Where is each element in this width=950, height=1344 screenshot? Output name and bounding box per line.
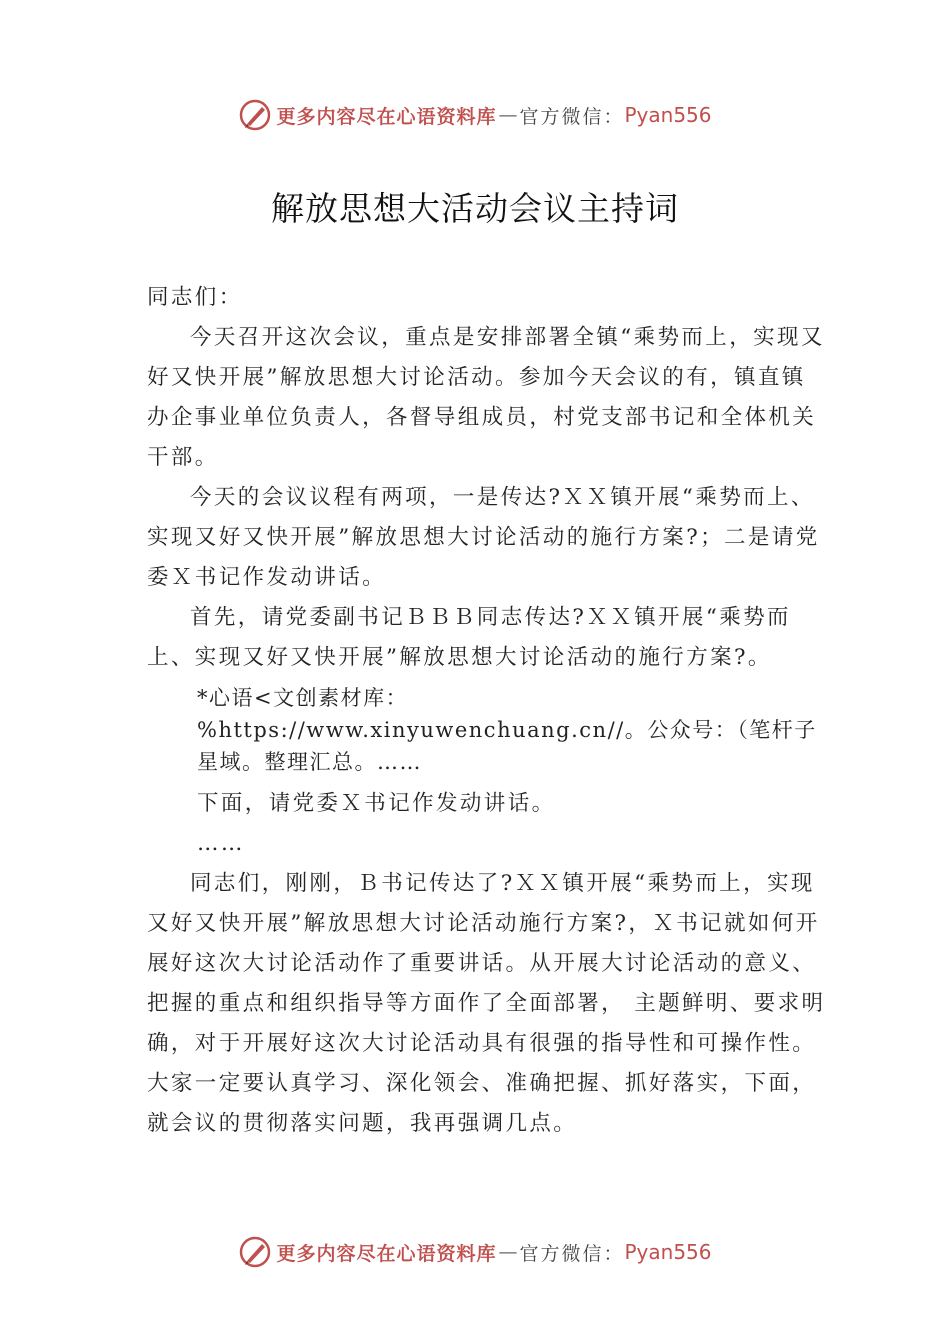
paragraph: 今天的会议议程有两项，一是传达?ＸＸ镇开展“乘势而上、实现又好又快开展”解放思想大讨论活动的施行方案?；二是请党委Ｘ书记作发动讲话。 bbox=[147, 485, 820, 590]
header-banner bbox=[0, 95, 950, 135]
salutation: 同志们： bbox=[147, 285, 243, 310]
paragraph: 今天召开这次会议，重点是安排部署全镇“乘势而上，实现又好又快开展”解放思想大讨论活动。参加今天会议的有，镇直镇办企事业单位负责人，各督导组成员，村党支部书记和全体机关干部。 bbox=[147, 325, 825, 470]
next-speaker-line: 下面，请党委Ｘ书记作发动讲话。 bbox=[197, 791, 556, 816]
ellipsis: …… bbox=[197, 831, 245, 856]
wechat-id: Pyan556 bbox=[624, 103, 712, 127]
pen-logo-icon bbox=[238, 98, 272, 132]
document-body bbox=[147, 278, 827, 1144]
banner-text: 更多内容尽在心语资料库 bbox=[276, 105, 497, 128]
footer-banner bbox=[0, 1232, 950, 1272]
banner-separator: — bbox=[498, 104, 518, 126]
pen-logo-icon bbox=[238, 1235, 272, 1269]
wechat-id: Pyan556 bbox=[624, 1240, 712, 1264]
paragraph: 首先，请党委副书记ＢＢＢ同志传达?ＸＸ镇开展“乘势而上、实现又好又快开展”解放思想大讨论活动的施行方案?。 bbox=[147, 605, 791, 670]
paragraph: 同志们，刚刚，Ｂ书记传达了?ＸＸ镇开展“乘势而上，实现又好又快开展”解放思想大讨论活动施行方案?，Ｘ书记就如何开展好这次大讨论活动作了重要讲话。从开展大讨论活动的意义、把握的重点和组织指导等方面作了全面部署， 主题鲜明、要求明确，对于开展好这次大讨论活动具有很强的指导性和可操作性。大家一定要认真学习、深化领会、准确把握、抓好落实，下面，就会议的贯彻落实问题，我再强调几点。 bbox=[147, 871, 826, 1136]
document-title: 解放思想大活动会议主持词 bbox=[271, 189, 679, 228]
banner-text: 更多内容尽在心语资料库 bbox=[276, 1242, 497, 1265]
wechat-label: 官方微信： bbox=[519, 1242, 625, 1265]
source-note: *心语<文创素材库：%https://www.xinyuwenchuang.cn//。公众号：（笔杆子星域。整理汇总。…… bbox=[197, 686, 817, 774]
banner-separator: — bbox=[498, 1241, 518, 1263]
wechat-label: 官方微信： bbox=[519, 105, 625, 128]
